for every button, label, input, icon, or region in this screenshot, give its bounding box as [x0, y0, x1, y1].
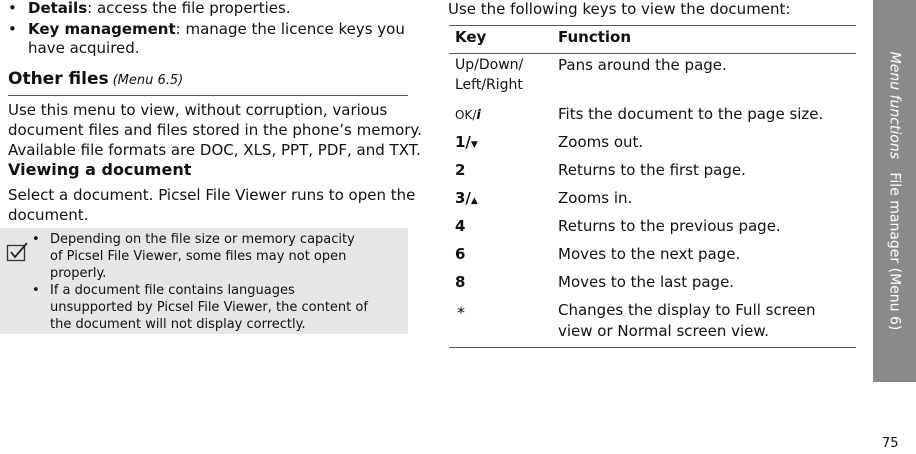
note-line: unsupported by Picsel File Viewer, the content of — [50, 300, 368, 315]
bullet-dot: • — [8, 20, 17, 38]
keys-intro: Use the following keys to view the document: — [448, 0, 791, 18]
page-number: 75 — [882, 436, 899, 451]
info-key-icon: i — [476, 108, 481, 123]
note-bullet-1 — [32, 231, 402, 282]
table-cell-function: Zooms out. — [558, 133, 644, 151]
note-line: If a document file contains languages — [50, 283, 295, 298]
table-cell-function: Zooms in. — [558, 189, 633, 207]
table-top-rule — [449, 25, 856, 26]
asterisk-key-icon: * — [457, 303, 465, 322]
note-box — [0, 228, 408, 334]
paragraph-line: document. — [8, 206, 89, 224]
note-checkbox-icon — [6, 242, 30, 262]
bullet-dot: • — [8, 0, 17, 17]
note-line: of Picsel File Viewer, some files may not open — [50, 249, 347, 264]
section-title: Other files — [8, 69, 109, 89]
table-cell-key: 8 — [455, 273, 466, 291]
table-cell-key — [455, 108, 481, 123]
bullet-term: Details — [28, 0, 88, 17]
table-cell-key — [455, 55, 523, 95]
other-files-heading — [8, 69, 183, 89]
table-cell-key — [455, 133, 478, 151]
table-cell-function: Moves to the next page. — [558, 245, 741, 263]
heading-divider — [8, 95, 408, 96]
paragraph-line: Select a document. Picsel File Viewer runs to open the — [8, 186, 416, 204]
side-tab-section: Menu functions — [886, 51, 903, 160]
function-line: view or Normal screen view. — [558, 322, 770, 340]
bullet-text: : manage the licence keys you — [175, 20, 405, 38]
paragraph-line: Use this menu to view, without corruption, various — [8, 101, 388, 119]
table-cell-function: Moves to the last page. — [558, 273, 735, 291]
table-cell-key: 6 — [455, 245, 466, 263]
key-label: 1/ — [455, 133, 471, 151]
note-line: the document will not display correctly. — [50, 317, 306, 332]
table-header-key: Key — [455, 28, 487, 46]
table-header-rule — [449, 53, 856, 54]
key-line: Up/Down/ — [455, 57, 524, 73]
function-line: Changes the display to Full screen — [558, 301, 816, 319]
down-arrow-icon: ▼ — [470, 140, 478, 150]
table-cell-function: Pans around the page. — [558, 56, 727, 74]
note-bullet-dot: • — [32, 283, 40, 298]
key-label: 3/ — [455, 189, 471, 207]
viewing-description — [8, 185, 418, 225]
other-files-description — [8, 100, 422, 160]
note-bullet-2 — [32, 282, 402, 333]
table-bottom-rule — [449, 347, 856, 348]
bullet-text-continued: have acquired. — [28, 39, 140, 57]
up-arrow-icon: ▲ — [470, 196, 478, 206]
note-line: properly. — [50, 266, 107, 281]
note-line: Depending on the file size or memory capacity — [50, 232, 355, 247]
ok-key-label: OK/ — [455, 108, 477, 122]
table-cell-function — [558, 300, 816, 342]
bullet-term: Key management — [28, 20, 176, 38]
menu-number: (Menu 6.5) — [112, 73, 184, 88]
side-tab-label — [873, 0, 916, 382]
bullet-text: : access the file properties. — [87, 0, 291, 17]
note-bullet-dot: • — [32, 232, 40, 247]
table-cell-function: Returns to the first page. — [558, 161, 746, 179]
side-tab-chapter: File manager (Menu 6) — [886, 172, 903, 331]
table-cell-key — [455, 189, 478, 207]
key-line: Left/Right — [455, 77, 523, 93]
table-cell-key: 2 — [455, 161, 466, 179]
viewing-heading: Viewing a document — [8, 160, 192, 179]
table-cell-key: 4 — [455, 217, 466, 235]
paragraph-line: document files and files stored in the phone’s memory. — [8, 121, 422, 139]
table-cell-function: Returns to the previous page. — [558, 217, 781, 235]
paragraph-line: Available file formats are DOC, XLS, PPT, PDF, and TXT. — [8, 141, 421, 159]
table-cell-function: Fits the document to the page size. — [558, 105, 824, 123]
table-header-function: Function — [558, 28, 632, 46]
